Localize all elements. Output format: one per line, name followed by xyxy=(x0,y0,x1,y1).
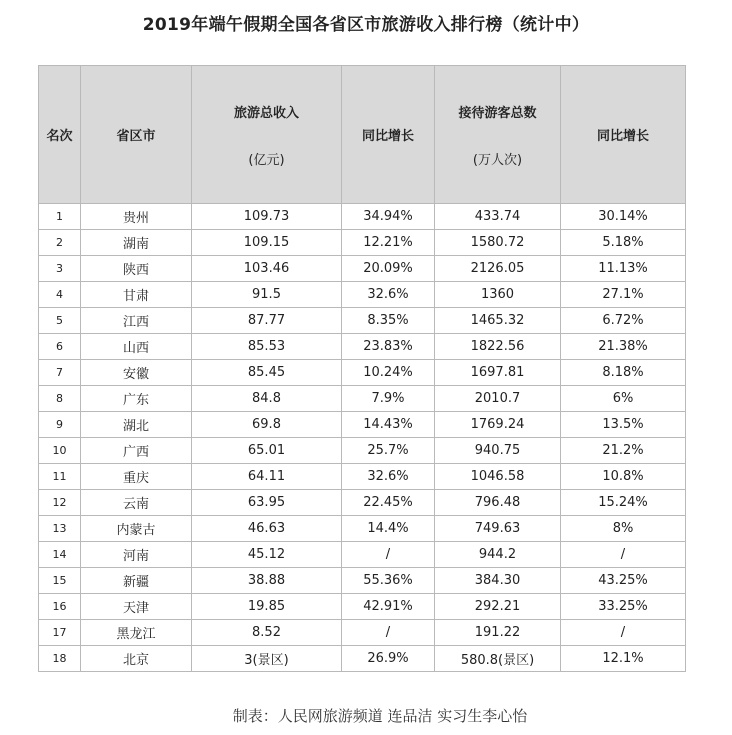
header-row xyxy=(39,66,686,204)
visitors-yoy-cell: 8% xyxy=(561,516,686,542)
table-row xyxy=(39,334,686,360)
revenue-cell: 64.11 xyxy=(192,464,342,490)
rank-cell: 9 xyxy=(39,412,81,438)
rank-cell: 2 xyxy=(39,230,81,256)
rank-cell: 18 xyxy=(39,646,81,672)
visitors-cell: 433.74 xyxy=(435,204,561,230)
visitors-cell: 191.22 xyxy=(435,620,561,646)
revenue-yoy-cell: 26.9% xyxy=(342,646,435,672)
visitors-yoy-cell: 12.1% xyxy=(561,646,686,672)
visitors-yoy-cell: 33.25% xyxy=(561,594,686,620)
revenue-yoy-cell: 55.36% xyxy=(342,568,435,594)
visitors-cell: 1360 xyxy=(435,282,561,308)
visitors-yoy-cell: 8.18% xyxy=(561,360,686,386)
ranking-table xyxy=(38,65,686,672)
table-row xyxy=(39,490,686,516)
visitors-cell: 2126.05 xyxy=(435,256,561,282)
visitors-yoy-cell: 21.2% xyxy=(561,438,686,464)
table-header xyxy=(39,66,686,204)
rank-cell: 15 xyxy=(39,568,81,594)
revenue-cell: 84.8 xyxy=(192,386,342,412)
rank-cell: 3 xyxy=(39,256,81,282)
visitors-yoy-cell: 27.1% xyxy=(561,282,686,308)
revenue-yoy-cell: / xyxy=(342,542,435,568)
visitors-yoy-cell: 15.24% xyxy=(561,490,686,516)
table-row xyxy=(39,516,686,542)
visitors-yoy-cell: 21.38% xyxy=(561,334,686,360)
header-visitors-unit: (万人次) xyxy=(472,152,523,168)
table-row xyxy=(39,594,686,620)
revenue-cell: 3(景区) xyxy=(192,646,342,672)
rank-cell: 7 xyxy=(39,360,81,386)
rank-cell: 10 xyxy=(39,438,81,464)
region-cell: 湖南 xyxy=(81,230,192,256)
region-cell: 广西 xyxy=(81,438,192,464)
table-row xyxy=(39,308,686,334)
revenue-yoy-cell: 20.09% xyxy=(342,256,435,282)
revenue-yoy-cell: 32.6% xyxy=(342,464,435,490)
visitors-yoy-cell: 13.5% xyxy=(561,412,686,438)
table-row xyxy=(39,412,686,438)
table-row xyxy=(39,620,686,646)
region-cell: 甘肃 xyxy=(81,282,192,308)
region-cell: 内蒙古 xyxy=(81,516,192,542)
revenue-yoy-cell: 42.91% xyxy=(342,594,435,620)
rank-cell: 8 xyxy=(39,386,81,412)
header-revenue xyxy=(192,66,342,204)
visitors-cell: 796.48 xyxy=(435,490,561,516)
header-revenue-label: 旅游总收入 xyxy=(233,105,299,121)
visitors-yoy-cell: 30.14% xyxy=(561,204,686,230)
region-cell: 天津 xyxy=(81,594,192,620)
revenue-cell: 109.73 xyxy=(192,204,342,230)
revenue-yoy-cell: 12.21% xyxy=(342,230,435,256)
rank-cell: 6 xyxy=(39,334,81,360)
rank-cell: 11 xyxy=(39,464,81,490)
revenue-yoy-cell: 14.4% xyxy=(342,516,435,542)
visitors-cell: 940.75 xyxy=(435,438,561,464)
revenue-cell: 85.53 xyxy=(192,334,342,360)
visitors-cell: 2010.7 xyxy=(435,386,561,412)
visitors-cell: 1769.24 xyxy=(435,412,561,438)
revenue-yoy-cell: 14.43% xyxy=(342,412,435,438)
visitors-yoy-cell: 6.72% xyxy=(561,308,686,334)
visitors-yoy-cell: 43.25% xyxy=(561,568,686,594)
region-cell: 北京 xyxy=(81,646,192,672)
revenue-cell: 8.52 xyxy=(192,620,342,646)
visitors-yoy-cell: / xyxy=(561,542,686,568)
revenue-cell: 38.88 xyxy=(192,568,342,594)
revenue-cell: 85.45 xyxy=(192,360,342,386)
revenue-cell: 91.5 xyxy=(192,282,342,308)
visitors-yoy-cell: 11.13% xyxy=(561,256,686,282)
revenue-cell: 65.01 xyxy=(192,438,342,464)
header-region: 省区市 xyxy=(81,66,192,204)
visitors-cell: 1697.81 xyxy=(435,360,561,386)
visitors-cell: 580.8(景区) xyxy=(435,646,561,672)
region-cell: 山西 xyxy=(81,334,192,360)
visitors-cell: 384.30 xyxy=(435,568,561,594)
rank-cell: 14 xyxy=(39,542,81,568)
revenue-cell: 69.8 xyxy=(192,412,342,438)
rank-cell: 5 xyxy=(39,308,81,334)
visitors-cell: 1822.56 xyxy=(435,334,561,360)
revenue-yoy-cell: / xyxy=(342,620,435,646)
visitors-yoy-cell: / xyxy=(561,620,686,646)
revenue-yoy-cell: 22.45% xyxy=(342,490,435,516)
revenue-cell: 19.85 xyxy=(192,594,342,620)
rank-cell: 12 xyxy=(39,490,81,516)
header-rank: 名次 xyxy=(39,66,81,204)
revenue-yoy-cell: 25.7% xyxy=(342,438,435,464)
table-row xyxy=(39,230,686,256)
rank-cell: 4 xyxy=(39,282,81,308)
table-row xyxy=(39,386,686,412)
header-visitors-label: 接待游客总数 xyxy=(458,105,537,121)
visitors-cell: 1465.32 xyxy=(435,308,561,334)
region-cell: 湖北 xyxy=(81,412,192,438)
revenue-cell: 87.77 xyxy=(192,308,342,334)
revenue-cell: 103.46 xyxy=(192,256,342,282)
table-row xyxy=(39,256,686,282)
table-row xyxy=(39,464,686,490)
visitors-cell: 292.21 xyxy=(435,594,561,620)
revenue-yoy-cell: 7.9% xyxy=(342,386,435,412)
visitors-yoy-cell: 10.8% xyxy=(561,464,686,490)
revenue-cell: 45.12 xyxy=(192,542,342,568)
visitors-cell: 944.2 xyxy=(435,542,561,568)
region-cell: 广东 xyxy=(81,386,192,412)
page-title: 2019年端午假期全国各省区市旅游收入排行榜（统计中） xyxy=(142,15,590,35)
table-body xyxy=(39,204,686,672)
rank-cell: 17 xyxy=(39,620,81,646)
region-cell: 河南 xyxy=(81,542,192,568)
region-cell: 陕西 xyxy=(81,256,192,282)
rank-cell: 1 xyxy=(39,204,81,230)
table-row xyxy=(39,360,686,386)
revenue-yoy-cell: 10.24% xyxy=(342,360,435,386)
header-visitors xyxy=(435,66,561,204)
rank-cell: 13 xyxy=(39,516,81,542)
region-cell: 云南 xyxy=(81,490,192,516)
rank-cell: 16 xyxy=(39,594,81,620)
region-cell: 重庆 xyxy=(81,464,192,490)
header-visitors-yoy: 同比增长 xyxy=(561,66,686,204)
revenue-yoy-cell: 32.6% xyxy=(342,282,435,308)
table-row xyxy=(39,542,686,568)
visitors-cell: 1046.58 xyxy=(435,464,561,490)
visitors-cell: 1580.72 xyxy=(435,230,561,256)
visitors-yoy-cell: 6% xyxy=(561,386,686,412)
region-cell: 安徽 xyxy=(81,360,192,386)
region-cell: 黑龙江 xyxy=(81,620,192,646)
header-revenue-yoy: 同比增长 xyxy=(342,66,435,204)
region-cell: 新疆 xyxy=(81,568,192,594)
table-row xyxy=(39,438,686,464)
table-row xyxy=(39,282,686,308)
region-cell: 贵州 xyxy=(81,204,192,230)
table-row xyxy=(39,204,686,230)
revenue-cell: 63.95 xyxy=(192,490,342,516)
revenue-yoy-cell: 8.35% xyxy=(342,308,435,334)
visitors-cell: 749.63 xyxy=(435,516,561,542)
header-revenue-unit: (亿元) xyxy=(248,152,285,168)
table-credit: 制表：人民网旅游频道 连品洁 实习生李心怡 xyxy=(232,707,528,725)
revenue-yoy-cell: 34.94% xyxy=(342,204,435,230)
table-row xyxy=(39,646,686,672)
revenue-cell: 46.63 xyxy=(192,516,342,542)
revenue-cell: 109.15 xyxy=(192,230,342,256)
region-cell: 江西 xyxy=(81,308,192,334)
table-row xyxy=(39,568,686,594)
visitors-yoy-cell: 5.18% xyxy=(561,230,686,256)
revenue-yoy-cell: 23.83% xyxy=(342,334,435,360)
